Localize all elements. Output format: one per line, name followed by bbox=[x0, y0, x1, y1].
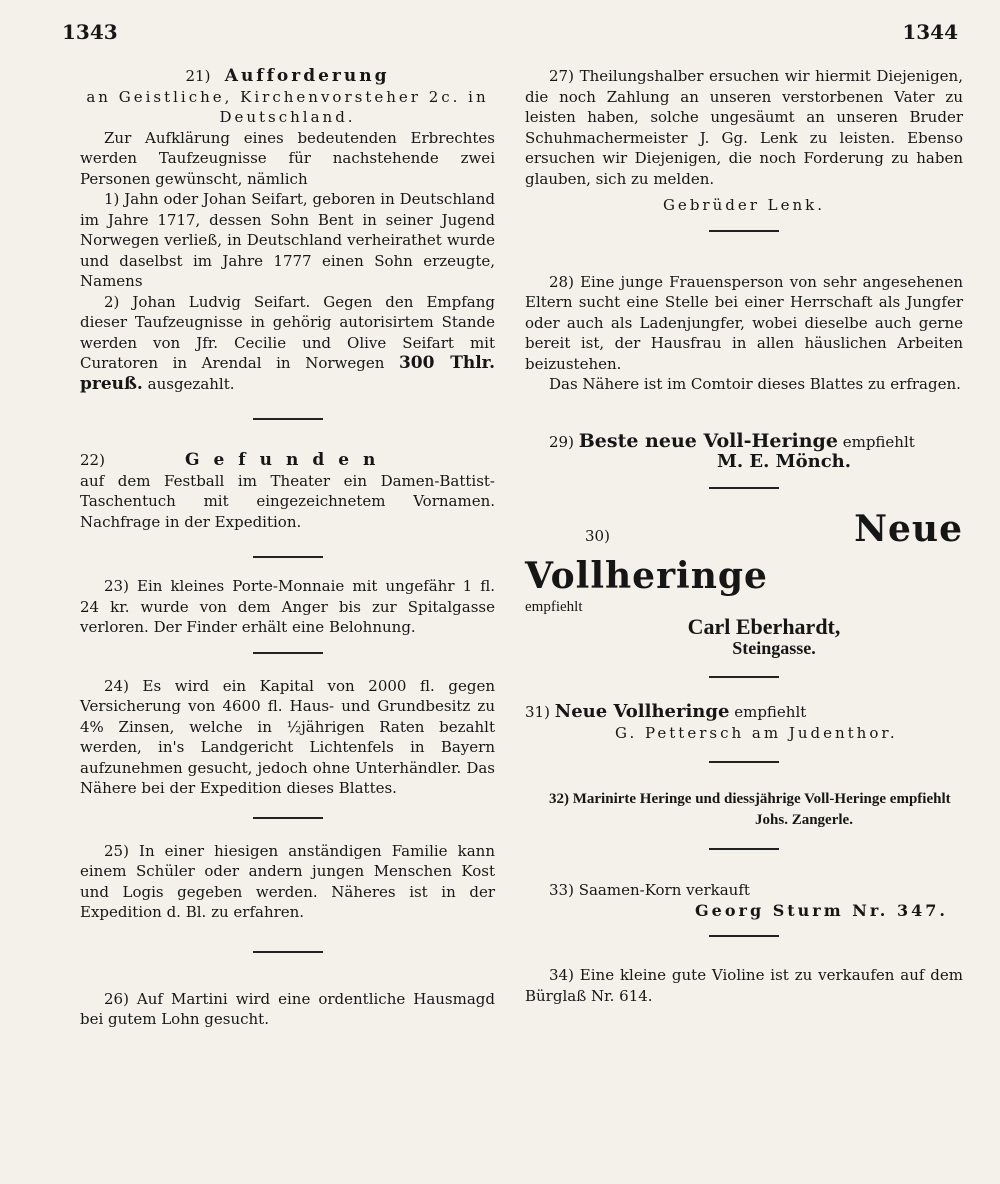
notice-34 bbox=[525, 965, 963, 1006]
page-number-right: 1344 bbox=[902, 20, 958, 44]
notice-25 bbox=[80, 841, 495, 923]
notice-22 bbox=[80, 450, 495, 532]
notice-24 bbox=[80, 676, 495, 799]
notice-text: empfiehlt bbox=[734, 703, 807, 721]
notice-21 bbox=[80, 66, 495, 394]
notice-text: 24) Es wird ein Kapital von 2000 fl. gegen Versicherung von 4600 fl. Haus- und Grundbesitz zu 4% Zinsen, welche in ½jährigen Raten bezahlt werden, in's Landgericht Lichtenfels in Bayern aufzunehmen gesucht, jedoch ohne Unterhändler. Das Nähere bei der Expedition dieses Blattes. bbox=[80, 676, 495, 797]
notice-paragraph-end: ausgezahlt. bbox=[147, 374, 235, 393]
notice-text: empfiehlt bbox=[842, 432, 915, 451]
notice-number: 31) bbox=[525, 703, 550, 721]
notice-28 bbox=[525, 272, 963, 395]
notice-title: Gefunden bbox=[184, 450, 390, 470]
notice-title: Aufforderung bbox=[224, 66, 390, 86]
notice-text: 23) Ein kleines Porte-Monnaie mit ungefähr 1 fl. 24 kr. wurde von dem Anger bis zur Spitalgasse verloren. Der Finder erhält eine Belohnung. bbox=[80, 577, 495, 636]
divider bbox=[253, 817, 323, 819]
notice-23 bbox=[80, 576, 495, 638]
notice-headline: Neue Vollheringe bbox=[525, 507, 963, 597]
notice-headline: Neue Vollheringe bbox=[554, 701, 730, 722]
notice-31 bbox=[525, 702, 963, 743]
divider bbox=[709, 848, 779, 850]
notice-text: empfiehlt bbox=[525, 598, 583, 615]
notice-signature: Gebrüder Lenk. bbox=[662, 196, 826, 214]
notice-paragraph: 1) Jahn oder Johan Seifart, geboren in Deutschland im Jahre 1717, dessen Sohn Bent in seiner Jugend Norwegen verließ, in Deutschland verheirathet wurde und daselbst im Jahre 1777 einen Sohn erzeugte, Namens bbox=[80, 190, 495, 290]
notice-amount: 300 Thlr. preuß. bbox=[80, 353, 495, 394]
right-column bbox=[525, 66, 963, 1006]
notice-name: Carl Eberhardt, bbox=[687, 614, 841, 639]
divider bbox=[709, 761, 779, 763]
notice-subtitle-2: Deutschland. bbox=[219, 108, 356, 126]
divider bbox=[253, 418, 323, 420]
notice-text: 32) Marinirte Heringe und diessjährige Voll-Heringe empfiehlt bbox=[549, 791, 951, 807]
notice-signature: Georg Sturm Nr. 347. bbox=[695, 900, 948, 920]
divider bbox=[709, 230, 779, 232]
notice-number: 22) bbox=[80, 451, 105, 469]
divider bbox=[709, 676, 779, 678]
notice-number: 29) bbox=[549, 432, 574, 451]
notice-text: Das Nähere ist im Comtoir dieses Blattes zu erfragen. bbox=[549, 375, 961, 393]
notice-text: 27) Theilungshalber ersuchen wir hiermit Diejenigen, die noch Zahlung an unseren verstorbenen Vater zu leisten haben, solche ungesäumt an unseren Bruder Schuhmachermeister J. Gg. Lenk zu leisten. Ebenso ersuchen wir Diejenigen, die noch Forderung zu haben glauben, sich zu melden. bbox=[525, 67, 963, 188]
notice-number: 30) bbox=[585, 526, 610, 545]
notice-signature: M. E. Mönch. bbox=[716, 451, 852, 472]
notice-text: 34) Eine kleine gute Violine ist zu verkaufen auf dem Bürglaß Nr. 614. bbox=[525, 966, 963, 1005]
notice-text: 26) Auf Martini wird eine ordentliche Hausmagd bei gutem Lohn gesucht. bbox=[80, 989, 495, 1028]
notice-29 bbox=[525, 431, 963, 473]
notice-30 bbox=[525, 509, 963, 659]
divider bbox=[253, 652, 323, 654]
notice-street: Steingasse. bbox=[732, 637, 816, 658]
notice-paragraph: 2) Johan Ludvig Seifart. Gegen den Empfang dieser Taufzeugnisse in gehörig autorisirtem Stande werden von Jfr. Cecilie und Olive Seifart mit Curatoren in Arendal in Norwegen bbox=[80, 292, 495, 372]
notice-33 bbox=[525, 880, 963, 921]
notice-26 bbox=[80, 989, 495, 1030]
notice-subtitle: an Geistliche, Kirchenvorsteher 2c. in bbox=[86, 87, 489, 106]
divider bbox=[253, 556, 323, 558]
notice-paragraph: Zur Aufklärung eines bedeutenden Erbrechtes werden Taufzeugnisse für nachstehende zwei Personen gewünscht, nämlich bbox=[80, 128, 495, 188]
divider bbox=[709, 487, 779, 489]
notice-text: 28) Eine junge Frauensperson von sehr angesehenen Eltern sucht eine Stelle bei einer Herrschaft als Jungfer oder auch als Ladenjungfer, wobei dieselbe auch gerne bereit ist, der Hausfrau in allen häuslichen Arbeiten beizustehen. bbox=[525, 272, 963, 373]
notice-text: 33) Saamen-Korn verkauft bbox=[549, 881, 750, 899]
page-number-left: 1343 bbox=[62, 20, 118, 44]
notice-32 bbox=[525, 789, 963, 830]
notice-text: auf dem Festball im Theater ein Damen-Battist-Taschentuch mit eingezeichnetem Vornamen. Nachfrage in der Expedition. bbox=[80, 471, 495, 531]
notice-signature: Johs. Zangerle. bbox=[755, 811, 853, 828]
left-column bbox=[80, 66, 495, 1030]
divider bbox=[709, 935, 779, 937]
notice-text: 25) In einer hiesigen anständigen Familie kann einem Schüler oder andern jungen Menschen Kost und Logis gegeben werden. Näheres ist in der Expedition d. Bl. zu erfahren. bbox=[80, 841, 495, 921]
notice-headline: Beste neue Voll-Heringe bbox=[578, 429, 838, 452]
notice-signature: G. Pettersch am Judenthor. bbox=[615, 723, 898, 742]
divider bbox=[253, 951, 323, 953]
notice-number: 21) bbox=[185, 67, 211, 85]
notice-27 bbox=[525, 66, 963, 216]
